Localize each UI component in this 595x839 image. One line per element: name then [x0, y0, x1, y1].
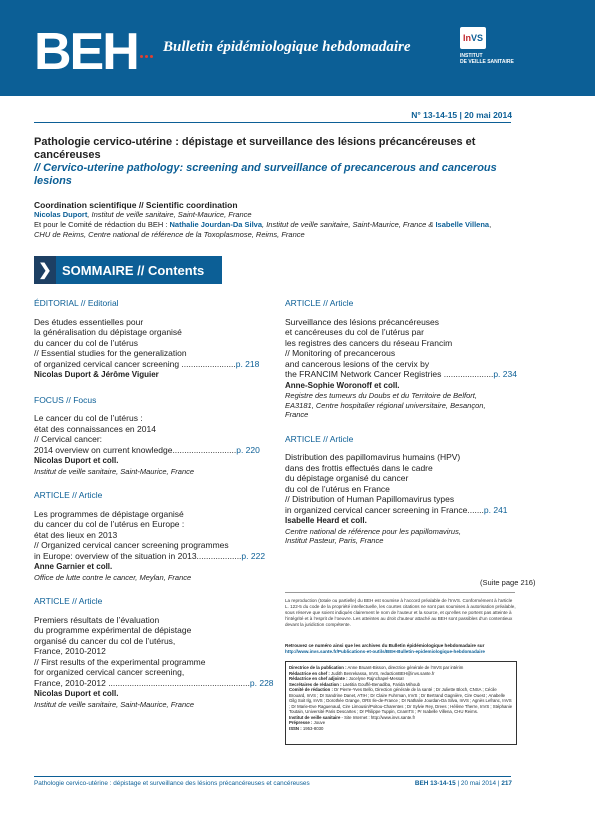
- footer-issue: BEH 13-14-15 | 20 mai 2014 | 217: [414, 780, 512, 787]
- board-label: Prépresse :: [289, 720, 313, 726]
- board-label: ISSN :: [289, 726, 302, 732]
- archive-text: Retrouvez ce numéro ainsi que les archives du Bulletin épidémiologique hebdomadaire sur: [285, 643, 485, 648]
- section-heading: ARTICLE // Article: [285, 298, 354, 308]
- invs-mark-vs: VS: [470, 33, 483, 43]
- entry-title: [34, 413, 259, 455]
- continued-note: (Suite page 216): [480, 578, 536, 587]
- footer-beh: BEH 13-14-15: [414, 780, 456, 787]
- entry-title-line: Le cancer du col de l’utérus :: [34, 413, 143, 423]
- entry-last-line-text: in Europe: overview of the situation in 2013...................: [34, 550, 242, 561]
- entry-title-line: du programme expérimental de dépistage: [34, 625, 192, 635]
- contents-entry[interactable]: [285, 452, 515, 546]
- board-value: 1953-8030: [301, 726, 324, 732]
- page-ref-link[interactable]: p. 234: [493, 369, 517, 379]
- entry-authors: Isabelle Heard et coll.: [285, 516, 367, 525]
- footer-page: 217: [501, 780, 512, 787]
- board-value: Anne Bruant-Bisson, directrice générale de l’InVS par intérim: [346, 665, 464, 670]
- footer-date: 20 mai 2014: [460, 780, 497, 787]
- invs-name-line1: INSTITUT: [460, 53, 483, 59]
- section-heading: ÉDITORIAL // Editorial: [34, 298, 119, 308]
- copyright-notice: La reproduction (totale ou partielle) du BEH est soumise à l’accord préalable de l’InVS. Conformément à l’article L. 122-5 du code de la propriété intellectuelle, les courtes citations ne sont pas soumises à autorisation préalable, sous réserve que soient indiqués clairement le nom de l’auteur et la source, et qu’elles ne portent pas atteinte à l’intégrité et à l’esprit de l’oeuvre. Les atteintes au droit d’auteur attaché au BEH sont passibles d’un contentieux devant la juridiction compétente.: [285, 598, 516, 628]
- page-ref-link[interactable]: p. 222: [241, 550, 266, 561]
- contents-right-column: [285, 298, 515, 560]
- entry-last-line: [34, 550, 266, 562]
- issue-number: N° 13-14-15 | 20 mai 2014: [411, 110, 512, 120]
- page-ref-link[interactable]: p. 218: [235, 358, 260, 369]
- issue-title-fr: Pathologie cervico-utérine : dépistage et surveillance des lésions précancéreuses et cancéreuses: [34, 136, 476, 161]
- entry-affiliation-line: Centre national de référence pour les papillomavirus,: [285, 526, 461, 536]
- entry-title-line: for organized cervical cancer screening,: [34, 667, 185, 677]
- entry-title-line: and cancerous lesions of the cervix by: [285, 358, 430, 369]
- entry-title-line: // First results of the experimental programme: [34, 656, 206, 667]
- entry-last-line: [34, 677, 274, 689]
- page-ref-link[interactable]: p. 228: [249, 677, 274, 688]
- coordination-line3: CHU de Reims, Centre national de référence de la Toxoplasmose, Reims, France: [34, 230, 305, 239]
- board-label: Directrice de la publication :: [289, 665, 347, 670]
- legal-divider: [285, 592, 515, 593]
- beh-logo-text: BEH: [34, 23, 138, 81]
- board-value: Laetitia Gouffé-Benadiba, Farida Mihoub: [341, 681, 421, 687]
- committee-name-2: Isabelle Villena: [435, 220, 490, 229]
- entry-authors: Nicolas Duport & Jérôme Viguier: [34, 370, 159, 379]
- entry-last-line: [34, 359, 259, 370]
- masthead: [0, 0, 595, 96]
- entry-affiliation: [285, 391, 515, 420]
- entry-title-line: la généralisation du dépistage organisé: [34, 327, 182, 337]
- coordination: [34, 200, 534, 240]
- page-ref-link[interactable]: p. 241: [483, 504, 508, 515]
- entry-affiliation-line: Institut de veille sanitaire, Saint-Maurice, France: [34, 466, 195, 476]
- entry-title-line: // Monitoring of precancerous: [285, 348, 396, 358]
- entry-last-line-text: the FRANCIM Network Cancer Registries .....................: [285, 369, 494, 379]
- entry-title-line: du cancer du col de l’utérus en Europe :: [34, 519, 185, 529]
- entry-affiliation: [34, 700, 259, 710]
- entry-title-line: Premiers résultats de l’évaluation: [34, 614, 160, 625]
- footer-divider: [34, 776, 511, 777]
- entry-title-line: Distribution des papillomavirus humains (HPV): [285, 452, 461, 462]
- coordination-line1: [34, 210, 534, 220]
- board-label: Institut de veille sanitaire: [289, 714, 341, 720]
- entry-title-line: // Organized cervical cancer screening programmes: [34, 540, 229, 550]
- bulletin-subtitle: Bulletin épidémiologique hebdomadaire: [163, 39, 411, 55]
- contents-entry[interactable]: [34, 413, 259, 476]
- entry-title-line: // Distribution of Human Papillomavirus types: [285, 494, 455, 504]
- entry-last-line: [285, 369, 515, 380]
- entry-title-line: organisé du cancer du col de l’utérus,: [34, 635, 176, 646]
- board-value: Jouve: [312, 720, 326, 726]
- entry-title: [285, 317, 515, 380]
- section-heading: FOCUS // Focus: [34, 394, 97, 405]
- entry-title-line: état des connaissances en 2014: [34, 423, 156, 434]
- chevron-right-icon: ❯: [34, 256, 56, 284]
- board-entry: [289, 726, 513, 732]
- entry-affiliation-line: Institut Pasteur, Paris, France: [285, 536, 384, 545]
- beh-logo: [34, 20, 153, 81]
- sommaire-label: SOMMAIRE // Contents: [62, 262, 205, 278]
- board-label: Rédactrice en chef :: [289, 670, 330, 676]
- section-heading: ARTICLE // Article: [34, 490, 103, 500]
- logo-dots-icon: [140, 55, 153, 58]
- entry-title-line: Des études essentielles pour: [34, 316, 144, 327]
- invs-name-line2: DE VEILLE SANITAIRE: [460, 59, 514, 65]
- entry-title-line: du cancer du col de l’utérus: [34, 337, 138, 348]
- archive-link[interactable]: http://www.invs.sante.fr/Publications-et-outils/BEH-Bulletin-epidemiologique-hebdomadaire: [285, 649, 485, 655]
- entry-last-line-text: in organized cervical cancer screening in France.......: [285, 504, 484, 515]
- entry-authors: Nicolas Duport et coll.: [34, 456, 119, 465]
- entry-title-line: du dépistage organisé du cancer: [285, 473, 409, 483]
- entry-title-line: Les programmes de dépistage organisé: [34, 508, 184, 519]
- entry-title-line: // Essential studies for the generalization: [34, 348, 187, 358]
- entry-last-line-text: 2014 overview on current knowledge...........................: [34, 444, 237, 455]
- board-label: Secrétaires de rédaction :: [289, 681, 342, 687]
- coordination-heading: Coordination scientifique // Scientific coordination: [34, 200, 238, 210]
- contents-entry[interactable]: [34, 508, 266, 583]
- invs-logo: [452, 27, 552, 77]
- entry-affiliation-line: EA3181, Centre hospitalier régional universitaire, Besançon,: [285, 400, 486, 410]
- board-value: Dr Pierre-Yves Bello, Direction générale de la santé ; Dr Juliette Bloch, CNSA ; Cécile Brouard, InVS ; Dr Sandrine Danet, ATIH ; Dr Claire Fuhrman, InVS ; Dr Bertrand Gagnière, Cire Ouest ; Anabelle Gilg Soit Ilg, InVS ; Dorothée Grange, ORS Ile-de-France ; Dr Nathalie Jourdan-Da Silva, InVS ; Agnès Lefranc, InVS ; Dr Marie-Eve Raguenaud, Cire Limousin/Poitou-Charentes ; Dr Sylvie Rey, Drees ; Hélène Therre, InVS ; Stéphanie Toutain, Université Paris Descartes ; Dr Philippe Tuppin, CnamTS ; Pr Isabelle Villena, CHU Reims.: [289, 687, 513, 715]
- entry-title-line: France, 2010-2012: [34, 646, 106, 656]
- board-value: Judith Benrekassa, InVS, redactionBEH@invs.sante.fr: [329, 670, 435, 676]
- entry-title-line: // Cervical cancer:: [34, 434, 103, 444]
- entry-title: [34, 508, 266, 562]
- section-heading: ARTICLE // Article: [34, 596, 103, 606]
- entry-title-line: état des lieux en 2013: [34, 529, 118, 540]
- entry-title: [34, 317, 259, 370]
- committee-comma: ,: [489, 220, 492, 229]
- contents-left-column: [34, 298, 274, 723]
- section-heading: ARTICLE // Article: [285, 433, 354, 444]
- invs-name: [460, 53, 514, 65]
- page-ref-link[interactable]: p. 220: [236, 444, 260, 455]
- entry-affiliation-line: Institut de veille sanitaire, Saint-Maurice, France: [34, 699, 195, 709]
- entry-authors: Anne-Sophie Woronoff et coll.: [285, 380, 400, 390]
- entry-affiliation: [34, 467, 259, 477]
- entry-title-line: les registres des cancers du réseau Francim: [285, 337, 453, 348]
- entry-title: [285, 452, 515, 515]
- coordinator-name: Nicolas Duport: [34, 210, 88, 219]
- coordinator-affiliation: , Institut de veille sanitaire, Saint-Maurice, France: [87, 210, 252, 219]
- board-label: Rédactrice en chef adjointe :: [289, 676, 348, 682]
- committee-intro: Et pour le Comité de rédaction du BEH :: [34, 220, 170, 229]
- entry-affiliation: [34, 573, 259, 583]
- entry-title: [34, 614, 274, 689]
- entry-last-line-text: France, 2010-2012 ............................................................: [34, 677, 250, 688]
- board-value: Jocelyne Rajnchapel-Messaï: [347, 676, 404, 682]
- sommaire-banner: [34, 256, 222, 284]
- entry-last-line-text: of organized cervical cancer screening .......................: [34, 358, 236, 369]
- invs-mark-icon: [460, 27, 486, 49]
- committee-name-1: Nathalie Jourdan-Da Silva: [169, 220, 263, 229]
- entry-affiliation: [285, 527, 515, 546]
- entry-affiliation-line: Office de lutte contre le cancer, Meylan, France: [34, 572, 192, 582]
- entry-authors: Nicolas Duport et coll.: [34, 689, 119, 698]
- committee-affiliation-1: , Institut de veille sanitaire, Saint-Maurice, France &: [262, 220, 436, 229]
- editorial-board-box: [285, 661, 517, 745]
- entry-last-line: [285, 505, 515, 516]
- entry-title-line: et cancéreuses du col de l’utérus par: [285, 327, 424, 337]
- entry-affiliation-line: Registre des tumeurs du Doubs et du Territoire de Belfort,: [285, 391, 477, 400]
- entry-affiliation-line: France: [285, 410, 309, 419]
- contents-entry[interactable]: [34, 614, 274, 710]
- board-entry: [289, 687, 513, 715]
- archive-notice: [285, 643, 517, 655]
- coordination-line2: [34, 220, 534, 230]
- invs-mark-in: In: [462, 33, 471, 43]
- board-value: - Site Internet : http://www.invs.sante.fr: [340, 714, 416, 720]
- entry-title-line: Surveillance des lésions précancéreuses: [285, 316, 440, 327]
- entry-title-line: du col de l’utérus en France: [285, 483, 390, 494]
- entry-last-line: [34, 445, 259, 456]
- contents-entry[interactable]: [285, 317, 515, 420]
- footer-title: Pathologie cervico-utérine : dépistage et surveillance des lésions précancéreuses et cancéreuses: [34, 780, 310, 787]
- entry-authors: Anne Garnier et coll.: [34, 562, 113, 571]
- entry-title-line: dans des frottis effectués dans le cadre: [285, 462, 433, 473]
- contents-entry[interactable]: [34, 317, 259, 381]
- issue-title-en: // Cervico-uterine pathology: screening and surveillance of precancerous and cancerous lesions: [34, 162, 497, 187]
- board-label: Comité de rédaction :: [289, 687, 333, 693]
- issue-divider: [34, 122, 511, 123]
